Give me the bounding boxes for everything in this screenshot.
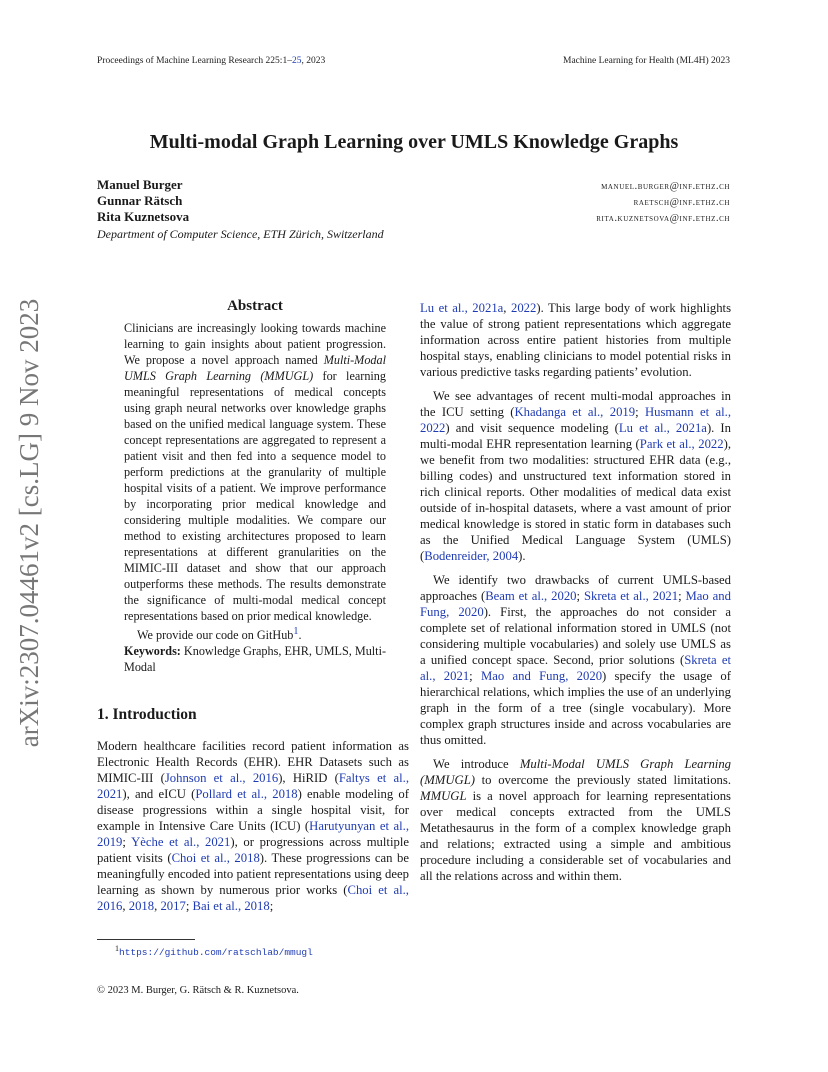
keywords-label: Keywords: [124, 644, 181, 659]
citation-link[interactable]: 2018 [128, 899, 155, 913]
body-paragraph: Lu et al., 2021a, 2022). This large body of work highlights the value of strong patient representations which aggregate information across entire patient histories from multiple hospital stays, enabling clinicians to model potential risks in various predictive tasks regarding patients’ evolution. [420, 301, 732, 379]
citation-link[interactable]: 2019 [97, 835, 123, 849]
intro-paragraph: Modern healthcare facilities record patient information as Electronic Health Records (EHR). EHR Datasets such as MIMIC-III (Johnson et al., 2016), HiRID (Faltys et al., 2021), and eICU (Pollard et al., 2018) enable modeling of disease progressions within a single hospital visit, for example in Intensive Care Units (ICU) (Harutyunyan et al., 2019; Yèche et al., 2021), or progressions across multiple patient visits (Choi et al., 2018). These progressions can be meaningfully encoded into patient representations using deep learning as shown by numerous prior works (Choi et al., 2016, 2018, 2017; Bai et al., 2018; [97, 739, 409, 913]
running-header-left: Proceedings of Machine Learning Research 225:1–25, 2023 [97, 56, 326, 66]
citation-link[interactable]: Bai et al., [192, 899, 242, 913]
citation-link[interactable]: Park et al., [639, 437, 695, 451]
citation-link[interactable]: Lu et al., [420, 301, 468, 315]
citation-link[interactable]: 2018 [234, 851, 260, 865]
citation-link[interactable]: 2016 [97, 899, 123, 913]
author-email: rita.kuznetsova@inf.ethz.ch [596, 213, 730, 224]
citation-link[interactable]: Mao and Fung, [420, 589, 731, 619]
author-emails [596, 179, 730, 227]
citation-link[interactable]: Bodenreider, [424, 549, 490, 563]
citation-link[interactable]: 2022 [698, 437, 724, 451]
citation-link[interactable]: 2021 [443, 669, 470, 683]
arxiv-stamp: arXiv:2307.04461v2 [cs.LG] 9 Nov 2023 [14, 298, 44, 748]
citation-link[interactable]: 2021 [97, 787, 123, 801]
citation-link[interactable]: 2019 [609, 405, 636, 419]
author-name: Rita Kuznetsova [97, 209, 190, 224]
page-count-link[interactable]: 25 [291, 56, 302, 66]
citation-link[interactable]: Skreta et al., [583, 589, 649, 603]
author-email: manuel.burger@inf.ethz.ch [601, 181, 730, 192]
emphasis-text: MMUGL [420, 789, 467, 803]
author-list [97, 177, 189, 225]
emphasis-text: Multi-Modal UMLS Graph Learning (MMUGL) [420, 757, 731, 787]
citation-link[interactable]: Pollard et al., 2018 [195, 787, 298, 801]
citation-link[interactable]: Choi et al., [171, 851, 230, 865]
running-header-right: Machine Learning for Health (ML4H) 2023 [563, 56, 730, 66]
citation-link[interactable]: 2022 [420, 421, 446, 435]
section-heading-introduction: 1. Introduction [97, 706, 197, 723]
citation-link[interactable]: 2021a [472, 301, 504, 315]
github-link[interactable]: https://github.com/ratschlab/mmugl [119, 947, 313, 959]
footnote-rule [97, 939, 195, 940]
citation-link[interactable]: 2022 [510, 301, 537, 315]
citation-link[interactable]: Choi et al., [347, 883, 409, 897]
citation-link[interactable]: Skreta et al., [420, 653, 731, 683]
abstract-body: Clinicians are increasingly looking towards machine learning to gain insights about patient progression. We propose a novel approach named Multi-Modal UMLS Graph Learning (MMUGL) for learning meaningful representations of medical concepts using graph neural networks over knowledge graphs based on the unified medical language system. These concept representations are aggregated to represent a patient visit and then fed into a sequence model to perform predictions at the granularity of multiple hospital visits of a patient. We improve performance by incorporating prior medical knowledge and considering multiple modalities. We compare our method to existing architectures proposed to learn representations at different granularities on the MIMIC-III dataset and show that our approach outperforms these methods. The results demonstrate the significance of multi-modal medical concept representations based on prior medical knowledge. We provide our code on GitHub$^1$. Keywords: Knowledge Graphs, EHR, UMLS, Multi-Modal [124, 321, 387, 675]
author-name: Manuel Burger [97, 177, 183, 192]
citation-link[interactable]: 2018 [244, 899, 270, 913]
body-paragraph: We see advantages of recent multi-modal approaches in the ICU setting (Khadanga et al., 2019; Husmann et al., 2022) and visit sequence modeling (Lu et al., 2021a). In multi-modal EHR representation learning (Park et al., 2022), we benefit from two modalities: structured EHR data (e.g., billing codes) and unstructured text information stored in rich clinical reports. Other modalities of medical data exist outside of in-hospital datasets, where a vast amount of prior medical knowledge is stored in static form in databases such as the Unified Medical Language System (UMLS) (Bodenreider, 2004). [420, 389, 732, 563]
citation-link[interactable]: 2021a [675, 421, 707, 435]
footnote: $^1$https://github.com/ratschlab/mmugl [115, 944, 313, 959]
citation-link[interactable]: Mao and Fung, [480, 669, 569, 683]
footnote-marker[interactable]: 1 [293, 626, 299, 637]
citation-link[interactable]: 2016 [252, 771, 279, 785]
right-column [420, 300, 731, 892]
citation-link[interactable]: Harutyunyan et al., [309, 819, 409, 833]
paper-title: Multi-modal Graph Learning over UMLS Knowledge Graphs [149, 131, 679, 153]
copyright-line: © 2023 M. Burger, G. Rätsch & R. Kuznetsova. [97, 985, 299, 996]
citation-link[interactable]: 2021 [652, 589, 679, 603]
citation-link[interactable]: Lu et al., [618, 421, 670, 435]
abstract-heading: Abstract [227, 298, 283, 314]
keywords: Knowledge Graphs, EHR, UMLS, Multi-Modal [124, 644, 387, 675]
citation-link[interactable]: 2020 [576, 669, 603, 683]
author-email: raetsch@inf.ethz.ch [633, 197, 730, 208]
citation-link[interactable]: 2017 [160, 899, 186, 913]
citation-link[interactable]: Husmann et al., [644, 405, 732, 419]
author-name: Gunnar Rätsch [97, 193, 183, 208]
citation-link[interactable]: Beam et al., [485, 589, 548, 603]
affiliation: Department of Computer Science, ETH Zürich, Switzerland [97, 227, 384, 241]
citation-link[interactable]: Yèche et al., 2021 [131, 835, 231, 849]
citation-link[interactable]: Khadanga et al., [514, 405, 604, 419]
citation-link[interactable]: 2004 [492, 549, 519, 563]
citation-link[interactable]: Faltys et al., [338, 771, 409, 785]
body-paragraph: We identify two drawbacks of current UMLS-based approaches (Beam et al., 2020; Skreta et al., 2021; Mao and Fung, 2020). First, the approaches do not consider a complete set of relational information stored in UMLS (not considering multiple vocabularies) and solely use UMLS as a unified concept space. Second, prior solutions (Skreta et al., 2021; Mao and Fung, 2020) specify the usage of hierarchical relations, which implies the use of an underlying graph in the form of a tree (single vocabulary). More complex graph structures inside and across vocabularies are thus omitted. [420, 573, 731, 747]
citation-link[interactable]: Johnson et al., [164, 771, 246, 785]
body-paragraph: We introduce Multi-Modal UMLS Graph Learning (MMUGL) to overcome the previously stated limitations. MMUGL is a novel approach for learning representations over medical concepts extracted from the UMLS Metathesaurus in the form of a complex knowledge graph and relations; extracted using a simple and ambitious procedure including a considerable set of vocabularies and all the relations across and within them. [420, 757, 731, 883]
citation-link[interactable]: 2020 [458, 605, 484, 619]
citation-link[interactable]: 2020 [551, 589, 577, 603]
intro-column [97, 738, 409, 914]
